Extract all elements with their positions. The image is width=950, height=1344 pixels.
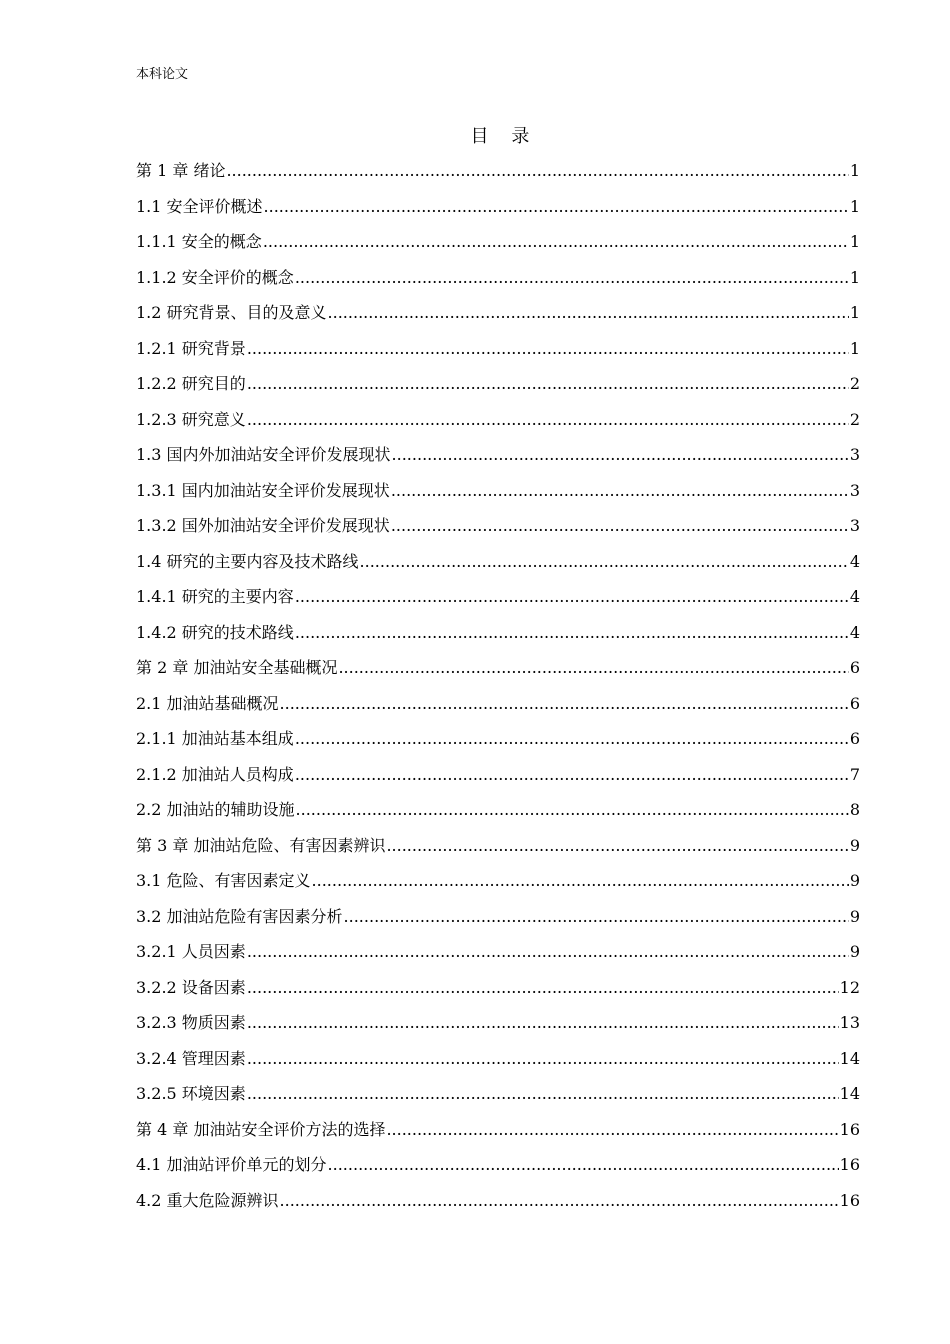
toc-dot-leader (263, 224, 849, 260)
toc-entry-label: 3.2.3 物质因素 (136, 1013, 246, 1032)
toc-entry-label: 1.3.1 国内加油站安全评价发展现状 (136, 480, 390, 500)
toc-entry-page-number: 16 (839, 1190, 860, 1210)
toc-entry-page-number: 1 (849, 161, 860, 180)
toc-entry-label: 1.3 国内外加油站安全评价发展现状 (136, 445, 391, 464)
toc-entry-page-number: 8 (849, 800, 860, 819)
toc-entry-label: 1.4.2 研究的技术路线 (136, 622, 294, 642)
toc-dot-leader (247, 331, 849, 367)
toc-dot-leader (360, 544, 849, 580)
toc-entry[interactable] (136, 1076, 860, 1112)
toc-dot-leader (344, 899, 849, 935)
toc-entry[interactable] (136, 899, 860, 935)
toc-entry-page-number: 9 (849, 906, 860, 926)
toc-entry[interactable] (136, 970, 860, 1006)
toc-entry[interactable] (136, 402, 860, 438)
toc-dot-leader (295, 757, 849, 793)
toc-entry-label: 2.1.2 加油站人员构成 (136, 764, 294, 784)
toc-entry-label: 3.2.1 人员因素 (136, 942, 246, 961)
toc-entry-page-number: 9 (849, 871, 860, 890)
toc-entry[interactable] (136, 1183, 860, 1219)
toc-dot-leader (296, 792, 849, 828)
toc-dot-leader (247, 366, 849, 402)
toc-entry[interactable] (136, 224, 860, 260)
toc-entry[interactable] (136, 934, 860, 970)
toc-entry-page-number: 6 (849, 693, 860, 713)
toc-entry-page-number: 14 (839, 1048, 860, 1068)
toc-entry[interactable] (136, 189, 860, 225)
toc-dot-leader (280, 686, 849, 722)
toc-entry-page-number: 2 (849, 374, 860, 393)
toc-entry-page-number: 13 (839, 1013, 860, 1032)
toc-entry-label: 3.2 加油站危险有害因素分析 (136, 906, 343, 926)
toc-dot-leader (391, 473, 849, 509)
table-of-contents (136, 153, 860, 1218)
toc-entry-page-number: 6 (849, 729, 860, 748)
toc-entry-page-number: 3 (849, 516, 860, 535)
toc-entry[interactable] (136, 650, 860, 686)
toc-entry-label: 1.4.1 研究的主要内容 (136, 587, 294, 606)
toc-dot-leader (295, 721, 849, 757)
toc-entry-label: 第 3 章 加油站危险、有害因素辨识 (136, 835, 386, 855)
toc-entry[interactable] (136, 260, 860, 296)
toc-entry-page-number: 4 (849, 587, 860, 606)
toc-entry[interactable] (136, 295, 860, 331)
toc-entry-page-number: 9 (849, 942, 860, 961)
toc-dot-leader (247, 1041, 839, 1077)
toc-entry-label: 4.1 加油站评价单元的划分 (136, 1155, 327, 1174)
toc-entry-page-number: 3 (849, 480, 860, 500)
toc-entry[interactable] (136, 615, 860, 651)
toc-entry[interactable] (136, 757, 860, 793)
toc-entry-label: 1.4 研究的主要内容及技术路线 (136, 551, 359, 571)
toc-entry-label: 1.1.1 安全的概念 (136, 232, 262, 251)
toc-entry-page-number: 1 (849, 232, 860, 251)
toc-dot-leader (386, 1112, 838, 1148)
toc-entry-label: 3.1 危险、有害因素定义 (136, 871, 311, 890)
toc-entry[interactable] (136, 686, 860, 722)
toc-entry-label: 4.2 重大危险源辨识 (136, 1190, 279, 1210)
toc-dot-leader (264, 189, 849, 225)
toc-entry-page-number: 1 (849, 338, 860, 358)
toc-entry-page-number: 16 (839, 1119, 860, 1139)
toc-entry-page-number: 1 (849, 196, 860, 216)
toc-entry[interactable] (136, 828, 860, 864)
toc-dot-leader (226, 153, 848, 189)
toc-entry-page-number: 9 (849, 835, 860, 855)
toc-entry[interactable] (136, 366, 860, 402)
toc-entry-label: 第 2 章 加油站安全基础概况 (136, 658, 338, 677)
toc-entry-page-number: 2 (849, 409, 860, 429)
toc-entry-label: 2.2 加油站的辅助设施 (136, 800, 295, 819)
toc-entry[interactable] (136, 721, 860, 757)
toc-entry[interactable] (136, 437, 860, 473)
toc-entry-label: 1.2.3 研究意义 (136, 409, 246, 429)
toc-entry-page-number: 6 (849, 658, 860, 677)
toc-dot-leader (338, 650, 848, 686)
toc-dot-leader (247, 402, 849, 438)
toc-entry-page-number: 7 (849, 764, 860, 784)
toc-entry[interactable] (136, 508, 860, 544)
toc-entry-page-number: 16 (839, 1155, 860, 1174)
toc-dot-leader (247, 934, 849, 970)
toc-entry-label: 1.2.1 研究背景 (136, 338, 246, 358)
toc-entry[interactable] (136, 331, 860, 367)
toc-entry-label: 1.2.2 研究目的 (136, 374, 246, 393)
toc-entry-label: 1.2 研究背景、目的及意义 (136, 303, 327, 322)
toc-entry[interactable] (136, 863, 860, 899)
toc-entry-page-number: 14 (839, 1084, 860, 1103)
toc-entry-page-number: 3 (849, 445, 860, 464)
toc-dot-leader (392, 437, 849, 473)
toc-dot-leader (280, 1183, 839, 1219)
toc-dot-leader (328, 295, 849, 331)
toc-dot-leader (247, 970, 839, 1006)
toc-entry-label: 第 4 章 加油站安全评价方法的选择 (136, 1119, 386, 1139)
toc-dot-leader (328, 1147, 839, 1183)
toc-entry[interactable] (136, 792, 860, 828)
toc-entry-page-number: 4 (849, 551, 860, 571)
toc-entry[interactable] (136, 153, 860, 189)
toc-entry[interactable] (136, 1112, 860, 1148)
toc-entry[interactable] (136, 1041, 860, 1077)
toc-dot-leader (247, 1005, 839, 1041)
toc-entry-label: 1.1 安全评价概述 (136, 196, 263, 216)
toc-entry-page-number: 1 (849, 267, 860, 287)
toc-entry-page-number: 12 (839, 977, 860, 997)
toc-dot-leader (295, 260, 849, 296)
toc-entry-label: 1.3.2 国外加油站安全评价发展现状 (136, 516, 390, 535)
toc-entry-label: 3.2.2 设备因素 (136, 977, 246, 997)
toc-entry-label: 2.1 加油站基础概况 (136, 693, 279, 713)
toc-dot-leader (247, 1076, 839, 1112)
toc-entry[interactable] (136, 1005, 860, 1041)
toc-entry-label: 1.1.2 安全评价的概念 (136, 267, 294, 287)
toc-entry-page-number: 1 (849, 303, 860, 322)
page-header: 本科论文 (136, 67, 189, 82)
toc-entry[interactable] (136, 473, 860, 509)
toc-dot-leader (295, 615, 849, 651)
toc-entry-label: 3.2.5 环境因素 (136, 1084, 246, 1103)
toc-entry[interactable] (136, 544, 860, 580)
toc-entry[interactable] (136, 1147, 860, 1183)
toc-entry[interactable] (136, 579, 860, 615)
toc-entry-label: 2.1.1 加油站基本组成 (136, 729, 294, 748)
toc-dot-leader (386, 828, 848, 864)
toc-dot-leader (391, 508, 849, 544)
toc-entry-label: 第 1 章 绪论 (136, 161, 226, 180)
toc-dot-leader (295, 579, 849, 615)
toc-entry-label: 3.2.4 管理因素 (136, 1048, 246, 1068)
toc-dot-leader (312, 863, 849, 899)
toc-entry-page-number: 4 (849, 622, 860, 642)
toc-title: 目 录 (470, 126, 530, 147)
